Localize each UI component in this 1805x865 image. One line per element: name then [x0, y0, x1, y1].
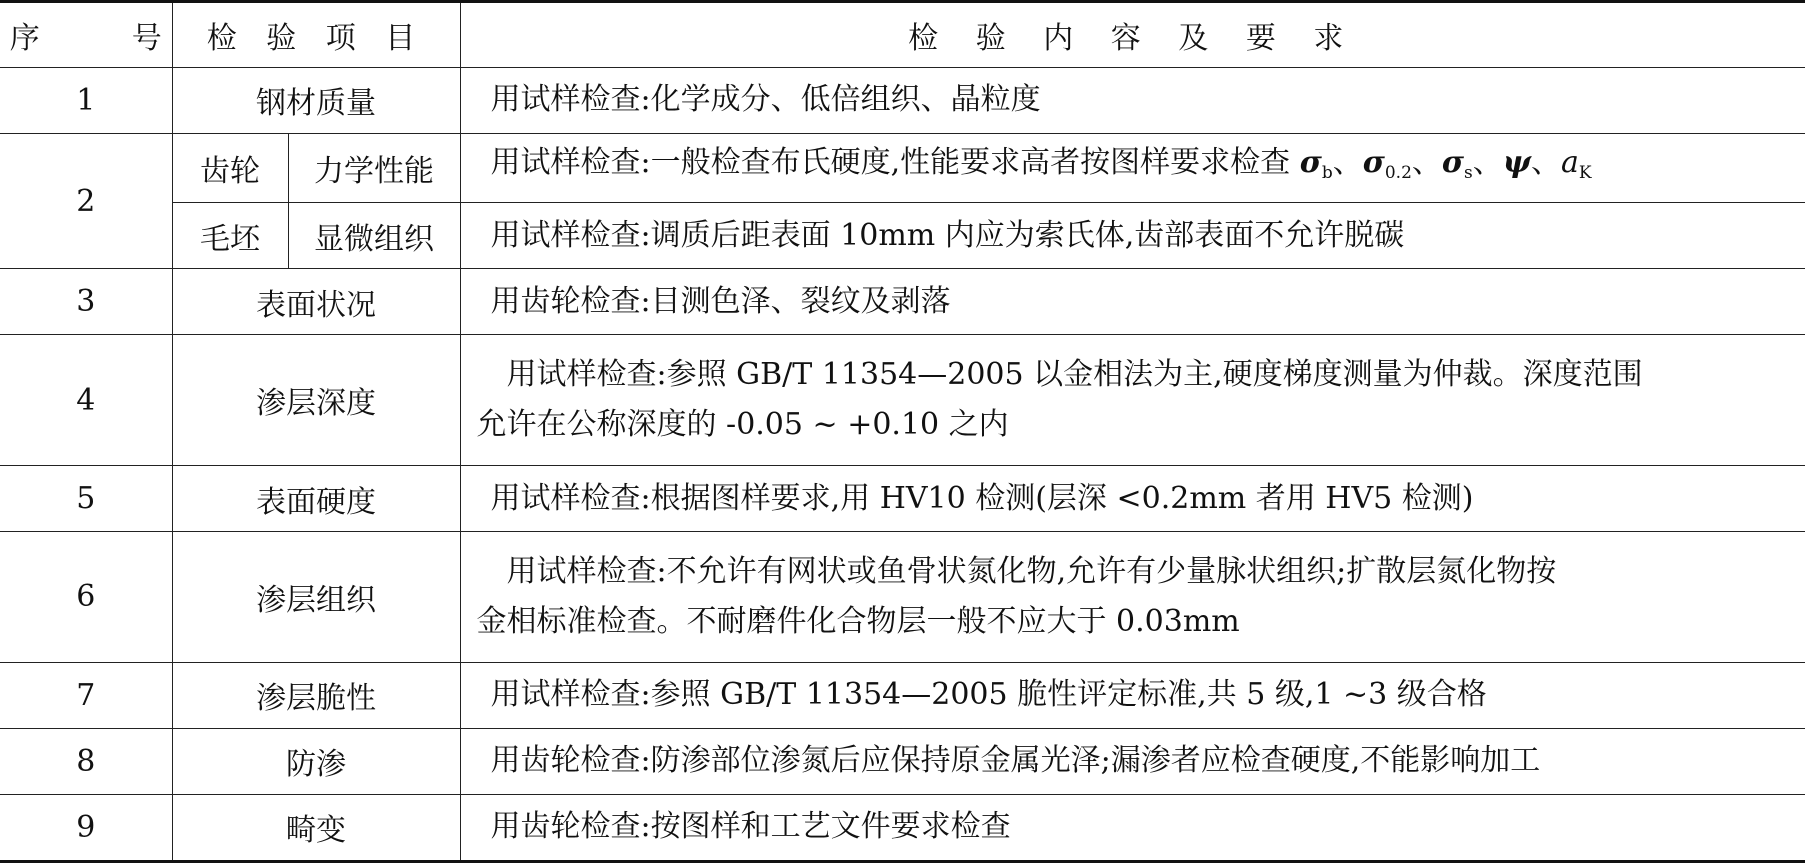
table-row — [0, 203, 1805, 269]
table-header-row — [0, 2, 1805, 68]
table-row — [0, 728, 1805, 794]
row-content: 用试样检查:化学成分、低倍组织、晶粒度 — [460, 67, 1805, 133]
row-number: 2 — [0, 133, 172, 268]
row-item: 表面硬度 — [172, 466, 460, 532]
row-item: 钢材质量 — [172, 67, 460, 133]
row-item: 防渗 — [172, 728, 460, 794]
row-content: 用试样检查:参照 GB/T 11354—2005 脆性评定标准,共 5 级,1 ~3 级合格 — [460, 662, 1805, 728]
header-content: 检 验 内 容 及 要 求 — [460, 2, 1805, 68]
table-row — [0, 335, 1805, 466]
row-number: 6 — [0, 532, 172, 663]
header-item: 检 验 项 目 — [172, 2, 460, 68]
row-number: 4 — [0, 335, 172, 466]
row-content: 用试样检查:一般检查布氏硬度,性能要求高者按图样要求检查 $\sigma_b$、$\sigma_{0.2}$、$\sigma_s$、ψ、$a_K$ — [460, 133, 1805, 202]
row-content: 用试样检查:调质后距表面 10mm 内应为索氏体,齿部表面不允许脱碳 — [460, 203, 1805, 269]
row-number: 1 — [0, 67, 172, 133]
row-item: 渗层深度 — [172, 335, 460, 466]
table-row — [0, 269, 1805, 335]
row-subitem-right: 力学性能 — [288, 133, 460, 202]
table-row — [0, 532, 1805, 663]
row-number: 3 — [0, 269, 172, 335]
row-item: 渗层脆性 — [172, 662, 460, 728]
row-content: 用齿轮检查:按图样和工艺文件要求检查 — [460, 794, 1805, 861]
table-row — [0, 133, 1805, 202]
row-subitem-left: 毛坯 — [172, 203, 288, 269]
table-row — [0, 794, 1805, 861]
row-number: 5 — [0, 466, 172, 532]
row-content: 用试样检查:参照 GB/T 11354—2005 以金相法为主,硬度梯度测量为仲裁。深度范围 允许在公称深度的 -0.05 ~ +0.10 之内 — [460, 335, 1805, 466]
row-number: 7 — [0, 662, 172, 728]
header-seq: 序 号 — [0, 2, 172, 68]
row-content: 用齿轮检查:防渗部位渗氮后应保持原金属光泽;漏渗者应检查硬度,不能影响加工 — [460, 728, 1805, 794]
table-row — [0, 466, 1805, 532]
row-number: 9 — [0, 794, 172, 861]
row-item: 渗层组织 — [172, 532, 460, 663]
row-content: 用试样检查:不允许有网状或鱼骨状氮化物,允许有少量脉状组织;扩散层氮化物按 金相标准检查。不耐磨件化合物层一般不应大于 0.03mm — [460, 532, 1805, 663]
row-content: 用齿轮检查:目测色泽、裂纹及剥落 — [460, 269, 1805, 335]
row-subitem-right: 显微组织 — [288, 203, 460, 269]
row-number: 8 — [0, 728, 172, 794]
row-item: 表面状况 — [172, 269, 460, 335]
table-row — [0, 67, 1805, 133]
row-content: 用试样检查:根据图样要求,用 HV10 检测(层深 <0.2mm 者用 HV5 检测) — [460, 466, 1805, 532]
row-subitem-left: 齿轮 — [172, 133, 288, 202]
table-row — [0, 662, 1805, 728]
row-item: 畸变 — [172, 794, 460, 861]
